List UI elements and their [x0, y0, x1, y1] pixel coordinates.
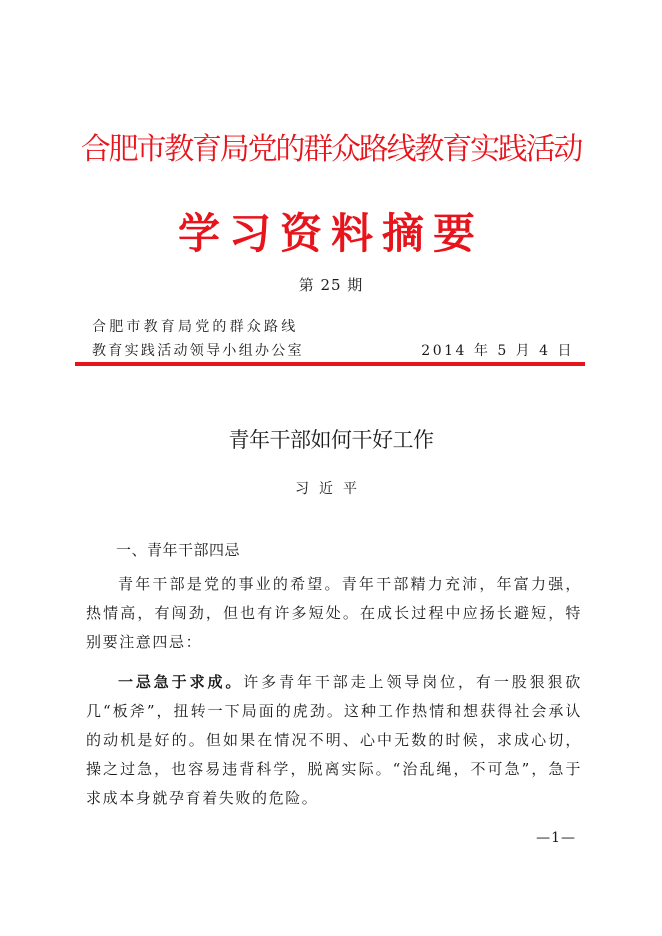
paragraph-lead-bold: 一忌急于求成。: [118, 673, 244, 691]
issue-number: 第 25 期: [298, 276, 364, 294]
article-author: 习近平: [295, 481, 367, 497]
paragraph-intro: 青年干部是党的事业的希望。青年干部精力充沛，年富力强，热情高，有闯劲，但也有许多短处。在成长过程中应扬长避短，特别要注意四忌：: [86, 575, 582, 651]
issue-date: 2014 年 5 月 4 日: [421, 343, 574, 359]
paragraph-body: 许多青年干部走上领导岗位，有一股狠狠砍几“板斧”，扭转一下局面的虎劲。这种工作热情和想获得社会承认的动机是好的。但如果在情况不明、心中无数的时候，求成心切，操之过急，也容易违背科学，脱离实际。“治乱绳，不可急”，急于求成本身就孕育着失败的危险。: [86, 673, 583, 807]
red-divider-rule: [75, 362, 585, 366]
issuer-line-2: 教育实践活动领导小组办公室: [92, 343, 304, 359]
page-number: —1—: [536, 830, 576, 846]
section-heading: 一、青年干部四忌: [116, 541, 241, 559]
issuer-line-1: 合肥市教育局党的群众路线: [92, 319, 299, 335]
paragraph-first-taboo: [86, 668, 582, 813]
article-title: 青年干部如何干好工作: [228, 428, 434, 452]
publication-title: 学习资料摘要: [177, 209, 484, 258]
campaign-title: 合肥市教育局党的群众路线教育实践活动: [80, 132, 582, 167]
